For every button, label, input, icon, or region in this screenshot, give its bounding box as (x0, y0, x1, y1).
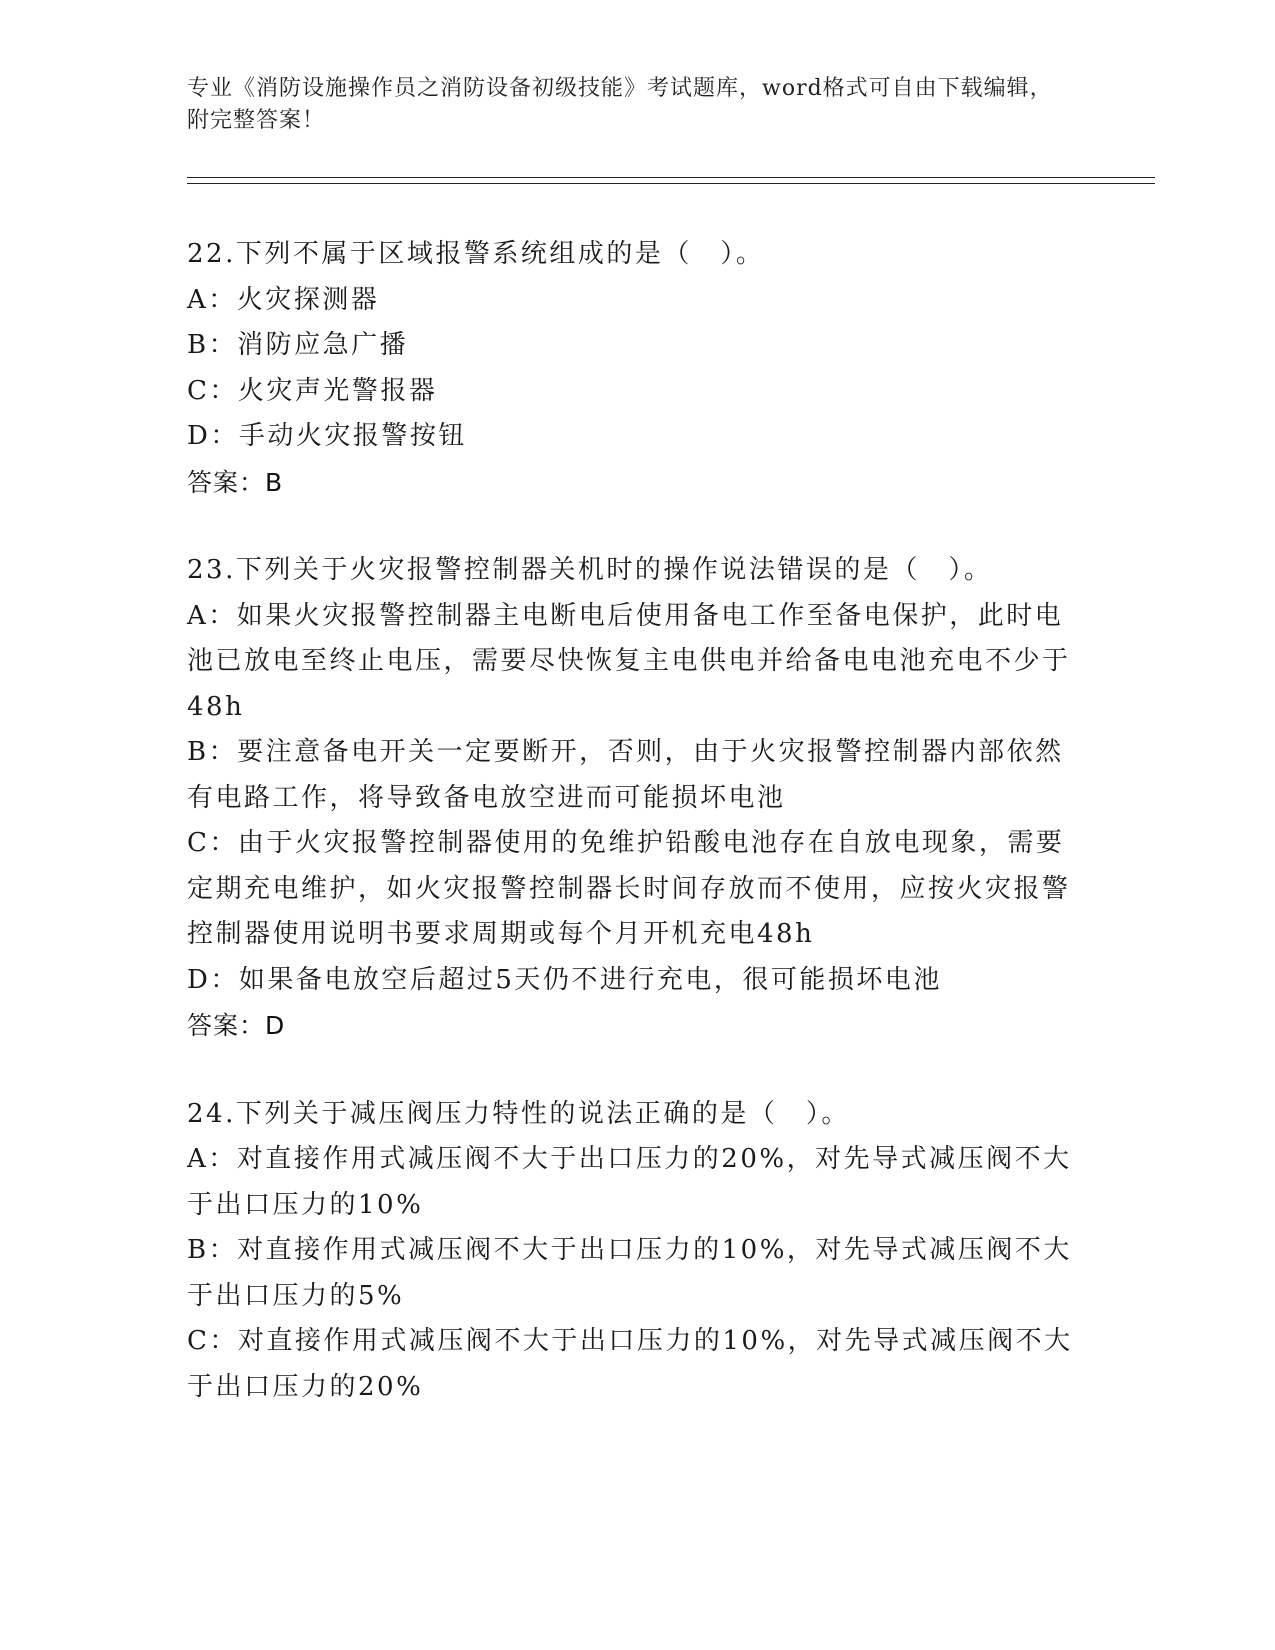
option-d: D：手动火灾报警按钮 (187, 421, 467, 451)
question-stem: 24.下列关于减压阀压力特性的说法正确的是（ ）。 (187, 1098, 850, 1129)
question-stem: 23.下列关于火灾报警控制器关机时的操作说法错误的是（ ）。 (187, 555, 993, 585)
option-c: C：由于火灾报警控制器使用的免维护铅酸电池存在自放电现象，需要定期充电维护，如火灾报警控制器长时间存放而不使用，应按火灾报警控制器使用说明书要求周期或每个月开机充电48h (187, 828, 1071, 949)
option-a: A：如果火灾报警控制器主电断电后使用备电工作至备电保护，此时电池已放电至终止电压，需要尽快恢复主电供电并给备电电池充电不少于48h (187, 600, 1071, 722)
answer: 答案：B (187, 467, 284, 497)
option-a: A：火灾探测器 (187, 284, 380, 315)
question-list (187, 232, 1087, 1453)
option-c: C：火灾声光警报器 (187, 375, 438, 406)
question-23 (187, 548, 1087, 1049)
header-divider (187, 177, 1155, 184)
option-b: B：要注意备电开关一定要断开，否则，由于火灾报警控制器内部依然有电路工作，将导致备电放空进而可能损坏电池 (187, 737, 1064, 813)
question-24 (187, 1092, 1087, 1411)
option-a: A：对直接作用式减压阀不大于出口压力的20%，对先导式减压阀不大于出口压力的10% (187, 1144, 1072, 1220)
option-d: D：如果备电放空后超过5天仍不进行充电，很可能损坏电池 (187, 964, 942, 995)
answer: 答案：D (187, 1011, 286, 1040)
option-b: B：消防应急广播 (187, 330, 409, 360)
question-stem: 22.下列不属于区域报警系统组成的是（ ）。 (187, 239, 765, 269)
question-22 (187, 232, 1087, 505)
option-c: C：对直接作用式减压阀不大于出口压力的10%，对先导式减压阀不大于出口压力的20% (187, 1326, 1073, 1402)
option-b: B：对直接作用式减压阀不大于出口压力的10%，对先导式减压阀不大于出口压力的5% (187, 1235, 1072, 1311)
document-header: 专业《消防设施操作员之消防设备初级技能》考试题库，word格式可自由下载编辑，附完整答案！ (187, 76, 1053, 133)
